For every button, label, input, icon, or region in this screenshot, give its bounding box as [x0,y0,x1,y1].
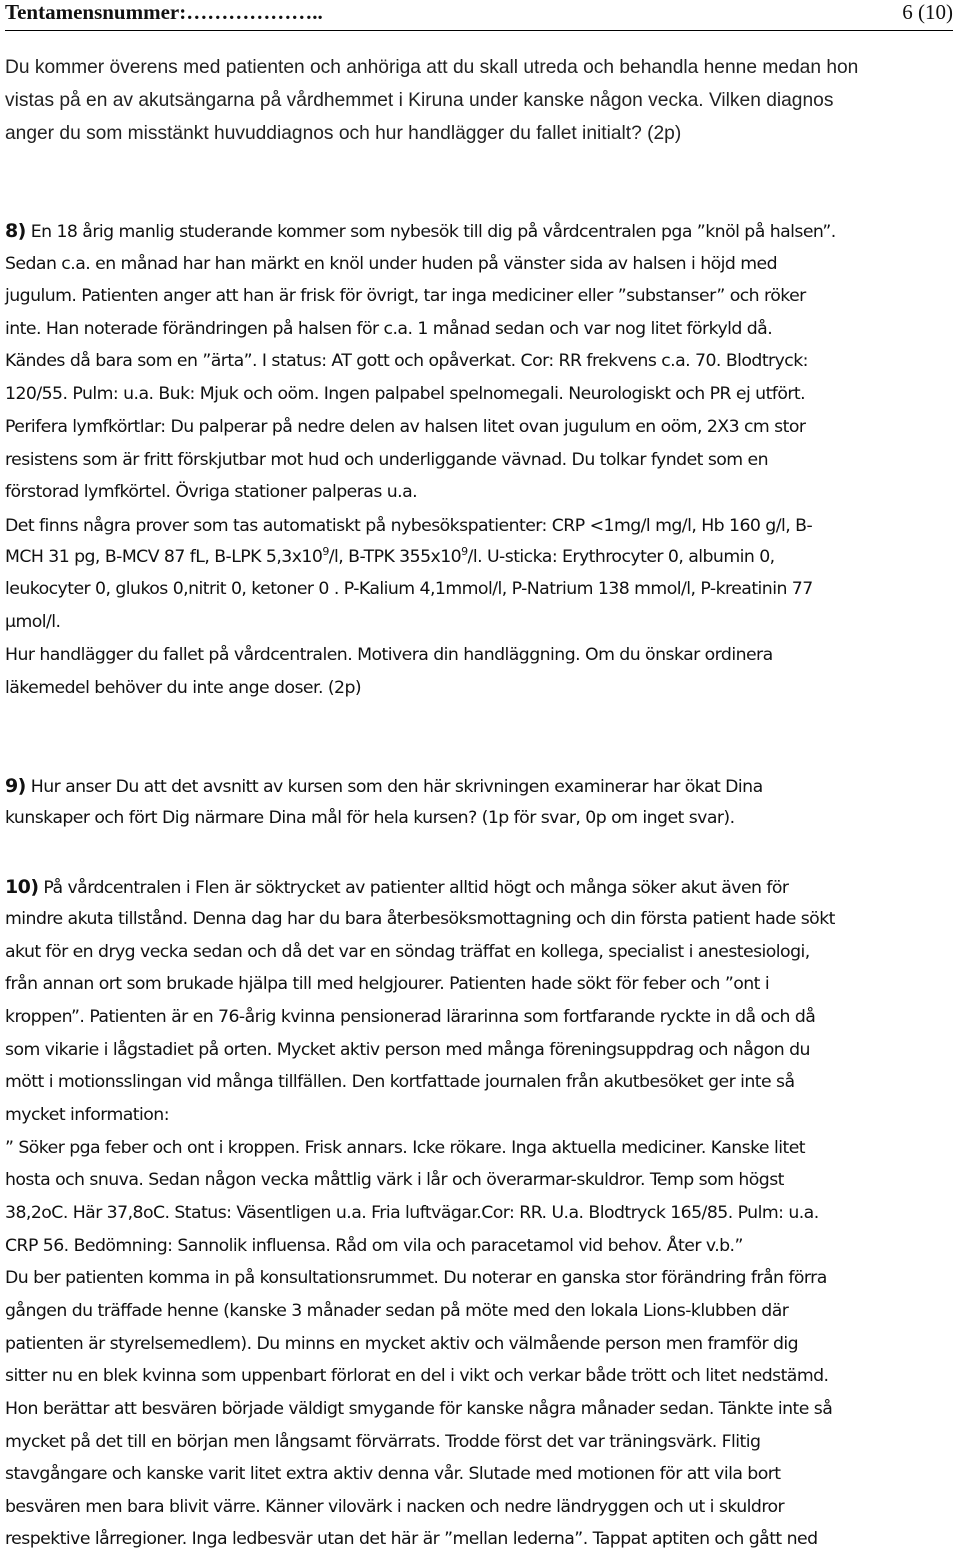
question-10-line: ” Söker pga feber och ont i kroppen. Frisk annars. Icke rökare. Inga aktuella mediciner. Kanske litet [5,1138,805,1158]
question-10-line: kroppen”. Patienten är en 76-årig kvinna pensionerad lärarinna som fortfarande ryckte in då och då [5,1007,816,1027]
question-10-line: gången du träffade henne (kanske 3 månader sedan på möte med den lokala Lions-klubben där [5,1301,789,1321]
question-10-line: som vikarie i lågstadiet på orten. Mycket aktiv person med många föreningsuppdrag och någon du [5,1040,810,1060]
question-8-lab-line [5,545,775,567]
question-8-line: Hur handlägger du fallet på vårdcentralen. Motivera din handläggning. Om du önskar ordinera [5,645,773,665]
question-8-line: Sedan c.a. en månad har han märkt en knöl under huden på vänster sida av halsen i höjd med [5,254,778,274]
question-10-line: Du ber patienten komma in på konsultationsrummet. Du noterar en ganska stor förändring från förra [5,1268,827,1288]
question-8-line: Perifera lymfkörtlar: Du palperar på nedre delen av halsen litet ovan jugulum en oöm, 2X3 cm stor [5,417,806,437]
question-9-text: Hur anser Du att det avsnitt av kursen som den här skrivningen examinerar har ökat Dina [25,777,763,797]
intro-line: anger du som misstänkt huvuddiagnos och hur handlägger du fallet initialt? (2p) [5,123,682,144]
question-10-number: 10) [5,876,39,898]
exponent: 9 [322,545,329,558]
question-8-line: förstorad lymfkörtel. Övriga stationer palperas u.a. [5,482,418,502]
question-10-line: stavgångare och kanske varit litet extra aktiv denna vår. Slutade med motionen för att vila bort [5,1464,781,1484]
question-8-line: resistens som är fritt förskjutbar mot hud och underliggande vävnad. Du tolkar fyndet som en [5,450,769,470]
question-10-line: från annan ort som brukade hjälpa till med helgjourer. Patienten hade sökt för feber och ”ont i [5,974,770,994]
question-8-line: 120/55. Pulm: u.a. Buk: Mjuk och oöm. Ingen palpabel spelnomegali. Neurologiskt och PR ej utfört. [5,384,806,404]
question-10-line: hosta och snuva. Sedan någon vecka måttlig värk i lår och överarmar-skuldror. Temp som högst [5,1170,784,1190]
question-8-line: leukocyter 0, glukos 0,nitrit 0, ketoner 0 . P-Kalium 4,1mmol/l, P-Natrium 138 mmol/l, P-kreatinin 77 [5,579,813,599]
question-10-first-line [5,878,789,897]
question-10-line: sitter nu en blek kvinna som uppenbart förlorat en del i vikt och verkar både trött och litet nedstämd. [5,1366,829,1386]
page-number: 6 (10) [902,0,953,24]
question-8-line: Kändes då bara som en ”ärta”. I status: AT gott och opåverkat. Cor: RR frekvens c.a. 70. Blodtryck: [5,351,808,371]
question-8-first-line [5,222,836,241]
question-10-line: mycket på det till en början men långsamt förvärrats. Trodde först det var träningsvärk. Flitig [5,1432,761,1452]
question-10-line: patienten är styrelsemedlem). Du minns en mycket aktiv och välmående person men framför dig [5,1334,799,1354]
question-8-line: läkemedel behöver du inte ange doser. (2p) [5,678,362,698]
question-10-line: respektive lårregioner. Inga ledbesvär utan det här är ”mellan lederna”. Tappat aptiten och gått ned [5,1529,818,1549]
question-9-line: kunskaper och fört Dig närmare Dina mål för hela kursen? (1p för svar, 0p om inget svar). [5,808,735,828]
intro-line: Du kommer överens med patienten och anhöriga att du skall utreda och behandla henne medan hon [5,57,859,78]
question-10-text: På vårdcentralen i Flen är söktrycket av patienter alltid högt och många söker akut även för [38,878,789,898]
intro-line: vistas på en av akutsängarna på vårdhemmet i Kiruna under kanske någon vecka. Vilken diagnos [5,90,834,111]
question-10-line: besvären men bara blivit värre. Känner vilovärk i nacken och nedre ländryggen och ut i skuldror [5,1497,785,1517]
question-10-line: CRP 56. Bedömning: Sannolik influensa. Råd om vila och paracetamol vid behov. Åter v.b.” [5,1236,743,1256]
question-8-line: inte. Han noterade förändringen på halsen för c.a. 1 månad sedan och var nog litet förkyld då. [5,319,773,339]
question-10-line: mött i motionsslingan vid många tillfällen. Den kortfattade journalen från akutbesöket ger inte så [5,1072,795,1092]
question-9-number: 9) [5,775,26,797]
question-10-line: 38,2oC. Här 37,8oC. Status: Väsentligen u.a. Fria luftvägar.Cor: RR. U.a. Blodtryck 165/85. Pulm: u.a. [5,1203,819,1223]
question-8-number: 8) [5,220,26,242]
question-10-line: mycket information: [5,1105,169,1125]
exponent: 9 [461,545,468,558]
question-8-line: µmol/l. [5,612,61,632]
exam-number-label: Tentamensnummer:……………….. [5,0,323,24]
question-10-line: Hon berättar att besvären började väldigt smygande för kanske några månader sedan. Tänkte inte så [5,1399,833,1419]
question-8-text: En 18 årig manlig studerande kommer som nybesök till dig på vårdcentralen pga ”knöl på halsen”. [25,222,836,242]
question-10-line: mindre akuta tillstånd. Denna dag har du bara återbesöksmottagning och din första patient hade sökt [5,909,835,929]
question-10-line: akut för en dryg vecka sedan och då det var en söndag träffat en kollega, specialist i anestesiologi, [5,942,810,962]
lab-text: MCH 31 pg, B-MCV 87 fL, B-LPK 5,3x10 [5,547,323,567]
question-8-line: jugulum. Patienten anger att han är frisk för övrigt, tar inga mediciner eller ”substanser” och röker [5,286,806,306]
question-8-line: Det finns några prover som tas automatiskt på nybesökspatienter: CRP <1mg/l mg/l, Hb 160 g/l, B- [5,516,813,536]
page-header [5,0,953,31]
lab-text: /l, B-TPK 355x10 [328,547,462,567]
lab-text: /l. U-sticka: Erythrocyter 0, albumin 0, [467,547,775,567]
question-9-first-line [5,777,763,796]
